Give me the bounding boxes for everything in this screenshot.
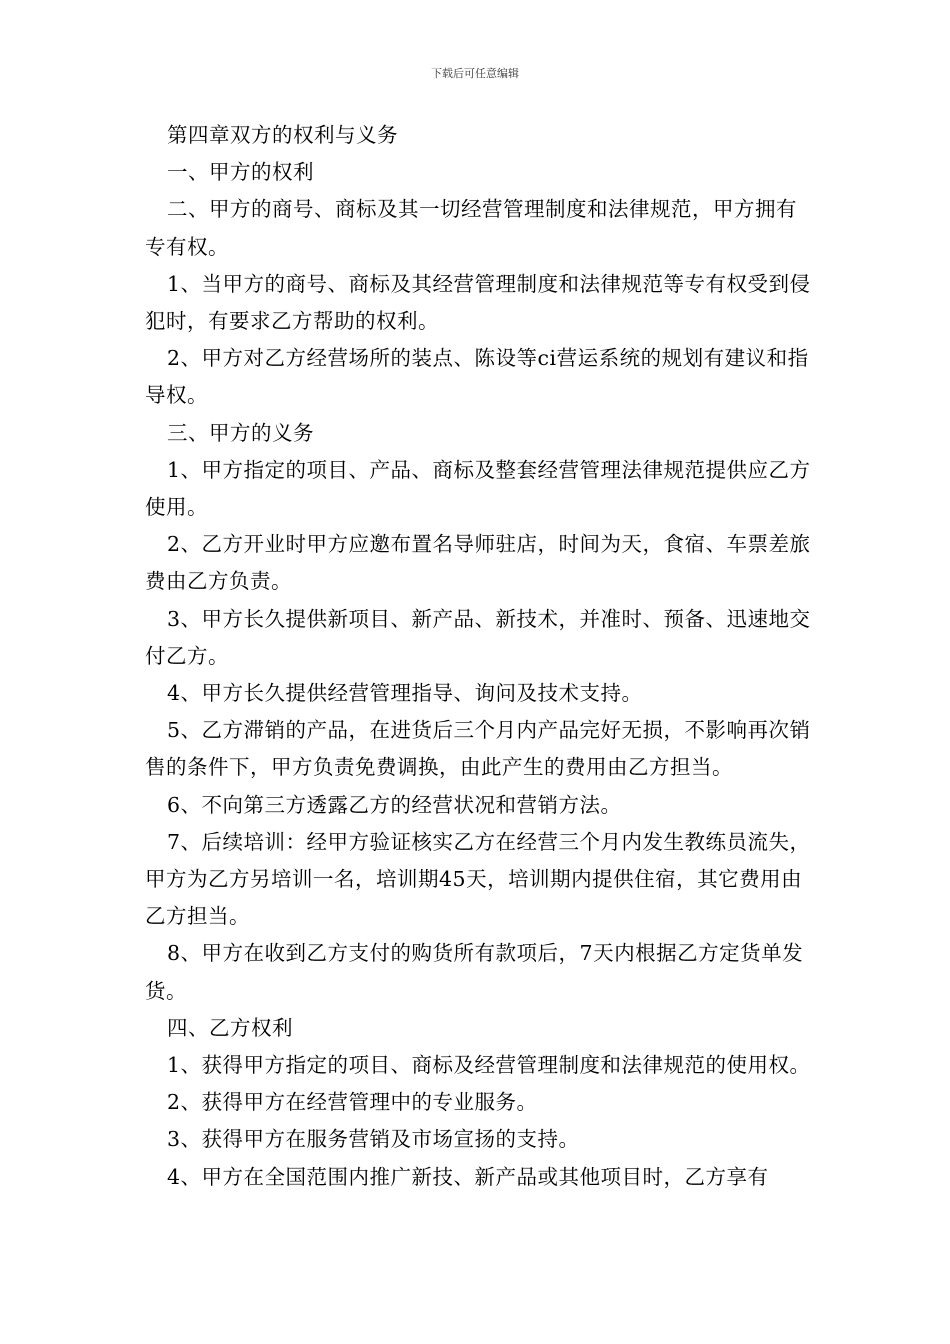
section-heading: 三、甲方的义务: [167, 420, 314, 445]
chapter-title: 第四章双方的权利与义务: [167, 123, 398, 147]
paragraph: 二、甲方的商号、商标及其一切经营管理制度和法律规范，甲方拥有专有权。: [145, 197, 797, 259]
paragraph: 2、甲方对乙方经营场所的装点、陈设等ci营运系统的规划有建议和指导权。: [145, 346, 809, 408]
paragraph: 2、获得甲方在经营管理中的专业服务。: [167, 1090, 538, 1115]
header-note: 下载后可任意编辑: [431, 67, 519, 80]
section-heading: 四、乙方权利: [167, 1015, 293, 1040]
paragraph: 5、乙方滞销的产品，在进货后三个月内产品完好无损，不影响再次销售的条件下，甲方负责免费调换，由此产生的费用由乙方担当。: [145, 718, 811, 780]
paragraph: 1、当甲方的商号、商标及其经营管理制度和法律规范等专有权受到侵犯时，有要求乙方帮助的权利。: [145, 271, 811, 334]
paragraph: 3、获得甲方在服务营销及市场宣扬的支持。: [167, 1127, 580, 1152]
paragraph: 1、甲方指定的项目、产品、商标及整套经营管理法律规范提供应乙方使用。: [145, 457, 811, 520]
paragraph: 1、获得甲方指定的项目、商标及经营管理制度和法律规范的使用权。: [167, 1053, 811, 1078]
paragraph: 6、不向第三方透露乙方的经营状况和营销方法。: [167, 792, 622, 817]
paragraph: 7、后续培训：经甲方验证核实乙方在经营三个月内发生教练员流失，甲方为乙方另培训一名，培训期45天，培训期内提供住宿，其它费用由乙方担当。: [145, 829, 811, 929]
paragraph: 4、甲方长久提供经营管理指导、询问及技术支持。: [167, 681, 643, 706]
section-heading: 一、甲方的权利: [167, 160, 314, 185]
paragraph: 4、甲方在全国范围内推广新技、新产品或其他项目时，乙方享有: [167, 1164, 769, 1189]
document-body: [145, 117, 813, 1196]
paragraph: 2、乙方开业时甲方应邀布置名导师驻店，时间为天，食宿、车票差旅费由乙方负责。: [145, 532, 811, 594]
paragraph: 3、甲方长久提供新项目、新产品、新技术，并准时、预备、迅速地交付乙方。: [145, 606, 811, 668]
paragraph: 8、甲方在收到乙方支付的购货所有款项后，7天内根据乙方定货单发货。: [145, 941, 804, 1003]
